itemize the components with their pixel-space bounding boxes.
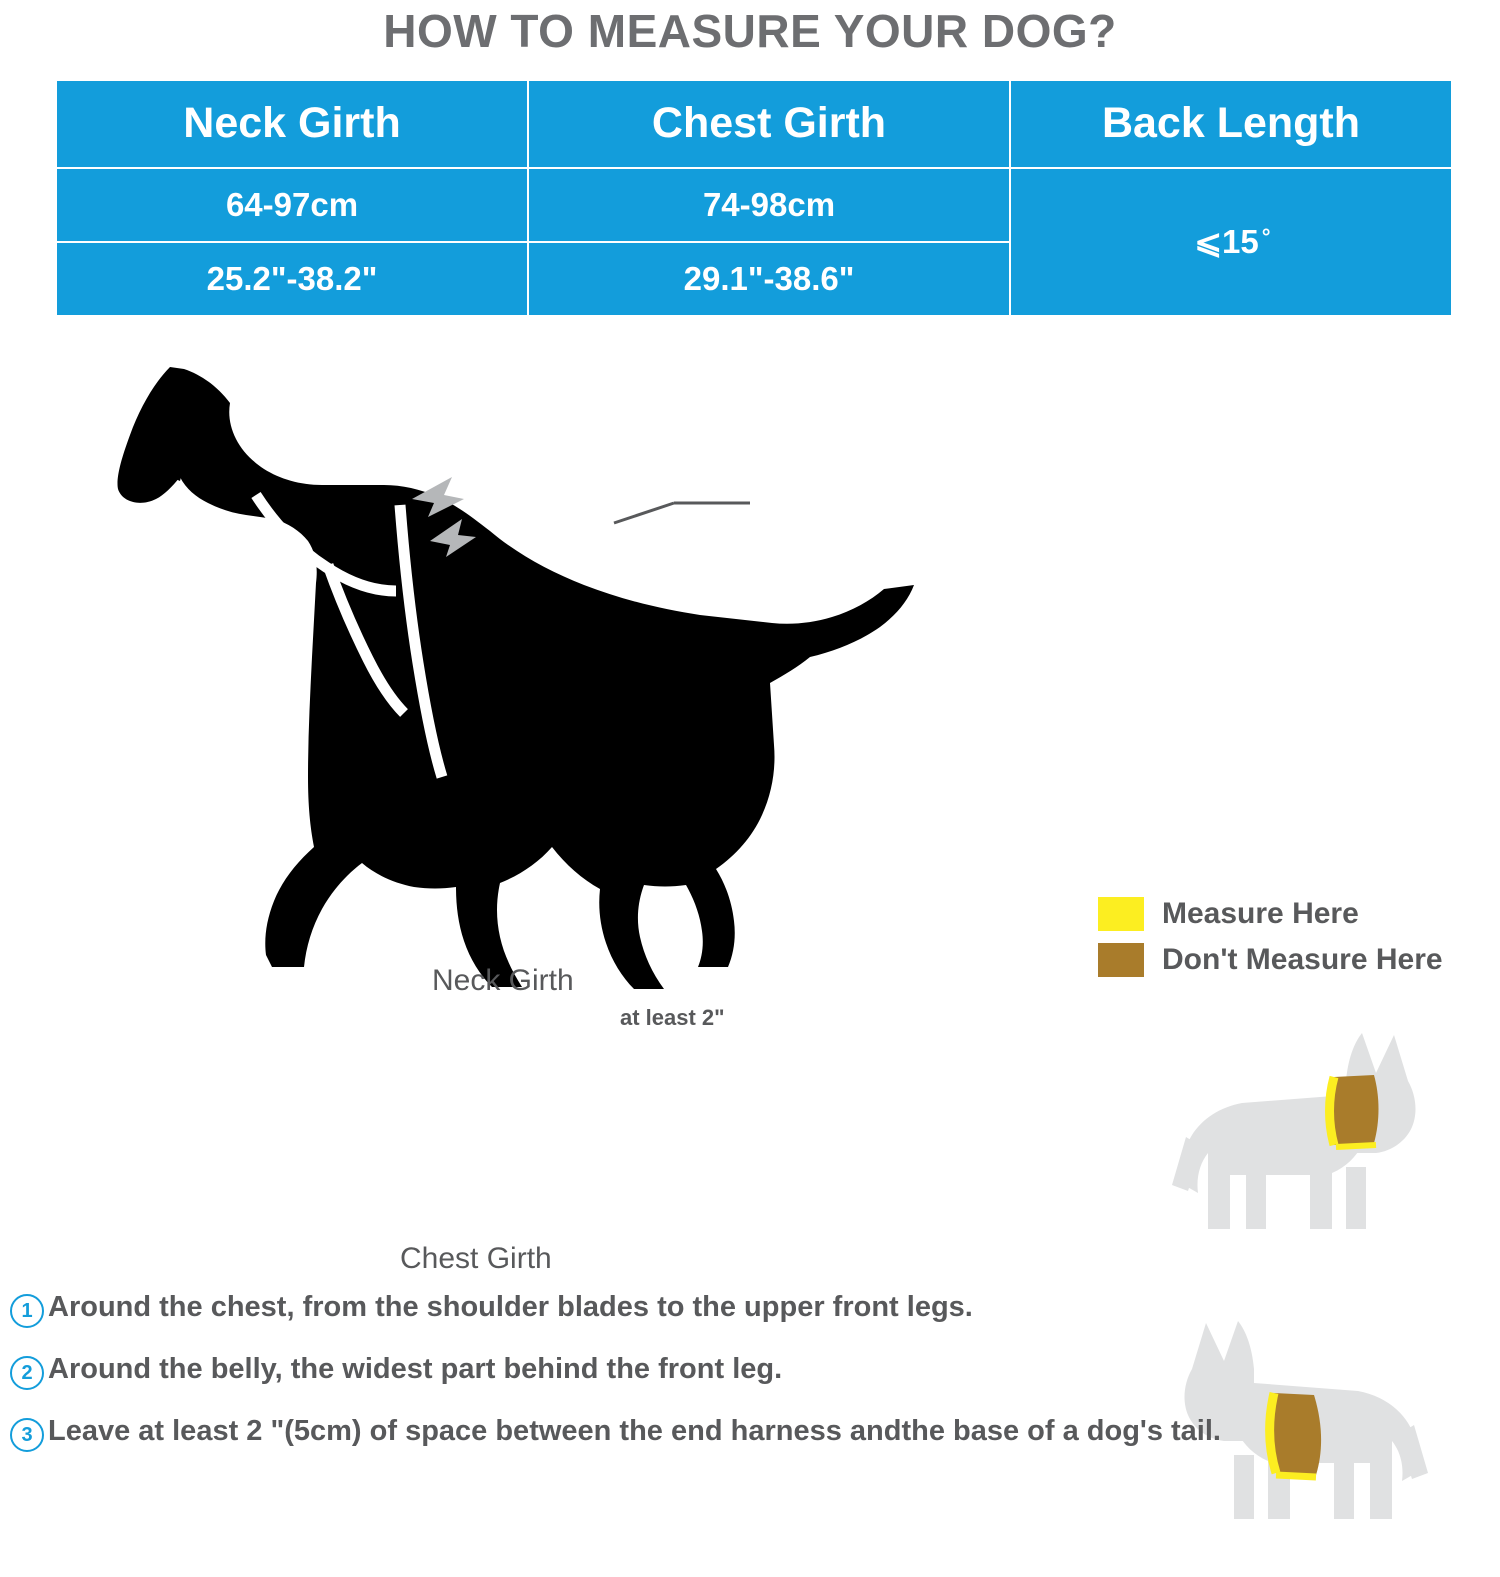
note-number: 3 xyxy=(10,1418,44,1452)
table-header-row xyxy=(56,80,1452,168)
legend-label: Measure Here xyxy=(1162,896,1359,930)
list-item xyxy=(10,1414,1490,1452)
brown-swatch-icon xyxy=(1098,943,1144,977)
cell-neck-cm: 64-97cm xyxy=(56,168,528,242)
note-number: 1 xyxy=(10,1294,44,1328)
dog-neck-measure-icon xyxy=(1150,1017,1450,1277)
note-number: 2 xyxy=(10,1356,44,1390)
header-back-length: Back Length xyxy=(1010,80,1452,168)
neck-girth-label: Neck Girth xyxy=(432,963,574,997)
legend-item-measure xyxy=(1098,897,1443,931)
notes-list xyxy=(10,1290,1490,1476)
chest-girth-label: Chest Girth xyxy=(400,1241,552,1275)
cell-back-length xyxy=(1010,168,1452,316)
note-text: Around the chest, from the shoulder blades to the upper front legs. xyxy=(48,1291,973,1323)
yellow-swatch-icon xyxy=(1098,897,1144,931)
cell-chest-cm: 74-98cm xyxy=(528,168,1010,242)
back-length-value: ⩽15 xyxy=(1194,223,1259,261)
legend-label: Don't Measure Here xyxy=(1162,942,1443,976)
note-text: Leave at least 2 "(5cm) of space between the end harness andthe base of a dog's tail. xyxy=(48,1415,1221,1447)
cell-neck-inch: 25.2"-38.2" xyxy=(56,242,528,316)
illustration-area xyxy=(0,327,1500,1275)
legend xyxy=(1098,897,1443,989)
table-row xyxy=(56,168,1452,242)
list-item xyxy=(10,1290,1490,1328)
gap-label: at least 2" xyxy=(620,1004,725,1030)
list-item xyxy=(10,1352,1490,1390)
legend-item-dont-measure xyxy=(1098,943,1443,977)
note-text: Around the belly, the widest part behind the front leg. xyxy=(48,1353,783,1385)
back-length-unit: ° xyxy=(1261,224,1271,250)
size-table xyxy=(55,79,1453,317)
header-neck-girth: Neck Girth xyxy=(56,80,528,168)
page-title: HOW TO MEASURE YOUR DOG? xyxy=(383,5,1117,57)
cell-chest-inch: 29.1"-38.6" xyxy=(528,242,1010,316)
header-chest-girth: Chest Girth xyxy=(528,80,1010,168)
size-table-container xyxy=(55,79,1445,317)
